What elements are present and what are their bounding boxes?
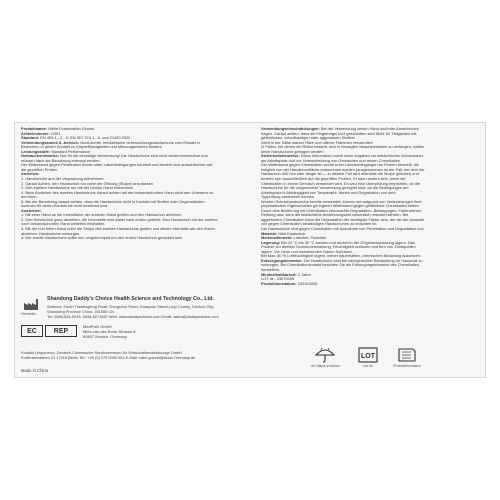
field-text: die geprüften Proben. <box>21 167 59 172</box>
field-text: Bei 10 °C bis 30 °C trocken und dunkel in der Originalverpackung lagern. Das <box>281 240 415 245</box>
keep-dry-caption: Vor Nässe schützen <box>310 364 340 368</box>
field-text: 2021/03/05 <box>297 281 318 286</box>
ec-rep-block <box>21 323 241 345</box>
field-text: 1. Mit einer Hand an die Innenfläche der anderen Hand greifen und den Handschuh anheben. <box>21 213 183 218</box>
made-in-label: Made in China <box>21 368 49 373</box>
ec-rep-line1: MedPath GmbH <box>83 324 112 329</box>
right-column <box>261 127 483 286</box>
field-label: Artikelnummer: <box>21 131 50 136</box>
field-label: Merkmalhinweis: <box>261 236 293 241</box>
field-text: Nicht in der Nähe starker Hitze und offener Flammen verwenden! <box>261 140 374 145</box>
field-text: entsorgen. Bei Chemikalienkontakt beachten Sie die Entsorgungshinweise des Chemikalien- <box>261 263 421 268</box>
field-text: noch behandschuhten Hand weiterhin festhalten. <box>21 222 106 227</box>
field-label: Produktname: <box>21 127 48 131</box>
field-text: Die Handschuhe sind gegen Chemikalien mit Ausnahme von Penetration und Degradation von <box>261 227 424 232</box>
field-text: Arbeitsplatz in Abhängigkeit von Temperatur, Abrieb und Degradation von dem <box>261 190 396 195</box>
field-text: am Arbeitsplatz und zur Unterscheidung von Gemischen und reinen Chemikalien. <box>261 158 402 163</box>
field-text: Nicht-sterile, medizinische Untersuchungshandschuhe zum Einsatz in <box>80 140 201 145</box>
importer-contact <box>21 351 195 360</box>
field-label: Produktionsdatum: <box>261 281 297 286</box>
book-icon <box>396 347 418 363</box>
field-text: EN 455-1, -2, -3, EN ISO 374-1, -5, und 21420:2020 <box>40 136 131 141</box>
field-text: physikalischen Eigenschaften geringeren Widerstand gegen gefährliche Chemikalien bieten. <box>261 204 420 209</box>
field-text: Der Widerstand gegen Chemikalien wurde unter Laborbedingungen an Proben beurteilt, die <box>261 163 419 168</box>
field-text: Chemikalien in einem Gemisch verwendet wird. Es wird eine Überprüfung empfohlen, ob die <box>261 181 420 186</box>
field-text: gefährlichen, scharfkantigen oder aggressiven Stoffen! <box>261 136 356 141</box>
ec-rep-line3: 80807 Munich, Germany <box>83 334 127 339</box>
lot-symbol <box>353 347 383 368</box>
field-text: 3. Mit der nun freien Hand unter die Stulpe des zweiten Handschuhs greifen und diesen ebenfalls wie den ersten <box>21 227 215 232</box>
field-text: 5. Bei der Benutzung darauf achten, dass die Handschuhe nicht in Kontakt mit Stoffen oder Gegenständen <box>21 199 205 204</box>
product-label <box>14 122 486 378</box>
field-label: Anziehen: <box>21 172 40 177</box>
field-text: berühren. <box>21 195 38 200</box>
lot-icon <box>358 347 378 363</box>
manufacturer-address-line1: Address: South Tiandingfeng Road, Dongshou Road, Huaiyuan Street,Linyi County, Dezhou City, <box>47 304 215 309</box>
field-text: Bereichen, in denen Kontakt zu Körperflüssigkeiten und Mikroorganismen besteht <box>21 145 162 150</box>
text-line <box>261 282 483 287</box>
field-text: abziehen. Handschuhe entsorgen. <box>21 231 81 236</box>
manufacturer-caption: Hersteller <box>21 312 37 316</box>
field-label: Lagerung: <box>261 240 281 245</box>
field-text: 1. Handschuhe aus der Verpackung entnehmen. <box>21 177 105 182</box>
field-text: Bei Max. 80 % Luftfeuchtigkeit lagern, keiner dauerhaften, chemischen Belastung aussetzen. <box>261 254 422 259</box>
field-label: Mindesthaltbarkeit: <box>261 272 297 277</box>
field-text: Standard Performance <box>51 149 91 154</box>
field-text: keine Handschuhe getragen werden. <box>261 149 325 154</box>
field-text: müssen nach der Benutzung entsorgt werden. <box>21 158 101 163</box>
field-text: 4. Beim Anziehen des zweiten Handschuhs darauf achten mit der behandschuhten Hand nicht den Unterarm zu <box>21 190 214 195</box>
importer-line1: Kontakt (Importeur): Deutsch-Chinesische Servicezentrum für Wirtschaftsentwicklungs GmbH <box>21 350 183 355</box>
factory-icon <box>23 297 39 311</box>
left-column <box>21 127 253 241</box>
ec-box: EC <box>21 325 43 337</box>
field-text: 3. Den zweiten Handschuhe nur mit der bloßen Hand entnehmen. <box>21 186 135 191</box>
field-text: 2. Den Handschuh ganz abziehen, die Innenseite wird dabei nach außen gekehrt. Den Handschuh mit der zweiten <box>21 217 218 222</box>
field-text: Reibung usw. kann die tatsächliche Anwendungszeit wesentlich reduziert werden. Bei <box>261 213 409 218</box>
manual-caption: Produktinformation <box>393 364 421 368</box>
field-text: Die Handschuhe sind bei sachgerechter Behandlung do Hausmüll zu <box>303 258 423 263</box>
field-text: von gegen Chemikalien beständigen Handschuhen zu beachten ist. <box>261 222 378 227</box>
keep-dry-symbol <box>305 347 345 368</box>
field-text: Typprüfung abweichen können. <box>261 195 316 200</box>
field-label: Sicherheitshinweise: <box>261 154 300 159</box>
field-text: Latexfrei, Puderfrei <box>293 236 327 241</box>
field-text: Der Widerstand gegen Penetration wurde unter Laborbedingungen beurteilt und bezieht sich ausschließlich auf <box>21 163 213 168</box>
svg-text:LOT: LOT <box>361 353 375 360</box>
manual-symbol <box>387 347 427 368</box>
rep-box: REP <box>45 325 77 337</box>
importer-line2: Kurfürstendamm 21 17019 Berlin Tel.: +49 (0) 179 5083 553 E-Mail: sabri.guezel@dcsw-Germany.de <box>21 354 196 360</box>
field-text: 4. Der zweite Handschuhe sollte nun umgekrempelt um den ersten Handschuh gewickelt sein. <box>21 236 184 241</box>
field-text: lagern. Vor Ozon und ionisierenden Gasen Schützen. <box>261 249 353 254</box>
field-text: lediglich von der Handinnenfläche entnommen wurden (ausgenommen ist der Fall, bei dem der <box>261 167 425 172</box>
manufacturer-address-line2: Shandong Province China. 251500 CN <box>47 309 115 314</box>
field-label: Material: <box>261 231 277 236</box>
manufacturer-contact: Tel: 0086-534-5015, 0534-8271567 Web: www.daddyschoice.com Email: sales@daddyschoice.com <box>47 314 219 319</box>
lot-caption: Los-Nr. <box>362 364 374 368</box>
field-text: bezieht sich ausschließlich auf die geprüften Proben. Er kann anders sein, wenn die <box>261 177 406 182</box>
field-text: kommen für deren Kontakt sie nicht bestimmt sind. <box>21 204 109 209</box>
field-text: In Fällen, bei denen ein Risiko besteht, sich in bewegten Maschinenteilen zu verfangen, sollten <box>261 145 425 150</box>
manufacturer-name: Shandong Daddy's Choice Health Science and Technology Co., Ltd. <box>47 296 214 302</box>
field-text: 2 Jahre <box>297 272 311 277</box>
field-text: aggressiven Chemikalien kann die Degradation der wichtigste Faktor sein, der bei der Auswahl <box>261 217 425 222</box>
field-text: Bei der Verwendung keinen Hand und/oder Armschmuck <box>320 127 419 131</box>
field-text: Wurden Schutzhandschuhe bereits verwendet, können sie aufgrund von Veränderungen ihrer <box>261 199 422 204</box>
field-label: Standard: <box>21 136 40 141</box>
manufacturer-block <box>21 295 241 319</box>
field-text: 2. Darauf Achten, den Handschuh nur nahe der Öffnung (Stulpe) anzufassen. <box>21 181 155 186</box>
field-text: G001 <box>50 131 61 136</box>
field-text: Produkt vor direkter Sonneneinstrahlung, Feuchtigkeit schützen und fern von Zündquellen <box>261 245 416 250</box>
field-text: Durch eine Berührung mit Chemikalien verursachte Degradation, Bewegungen, Fadenziehen, <box>261 208 423 213</box>
field-label: Ausziehen: <box>21 208 42 213</box>
field-label: Gebrauchshinweise: <box>21 154 60 159</box>
ec-rep-line2: Mies-van-der-Rohe-Strasse 8 <box>83 329 136 334</box>
field-label: Verwendungseinschränkungen: <box>261 127 320 131</box>
field-text: tragen. Darauf achten, dass die Fingernägel kurz geschnitten sind Nicht für Tätigkeiten mit <box>261 131 417 136</box>
field-label: Leistungsstufe: <box>21 149 50 154</box>
field-label: Verwendungszweck & -bereich: <box>21 140 80 145</box>
text-line <box>21 236 253 241</box>
field-text: Handschuhe für die vorgesehene Verwendung geeignet sind, da die Bedingungen am <box>261 186 409 191</box>
field-text: Nitrile Examination Gloves <box>48 127 94 131</box>
field-text: Handschuh 400 mm oder länger ist — in diesem Fall wird ebenfalls die Stulpe getestet) und <box>261 172 419 177</box>
field-text: Diese Information macht keine Angaben zur tatsächlichen Schutzdauer <box>300 154 423 159</box>
umbrella-icon <box>314 347 336 363</box>
field-text: Nitril-Kautschuk <box>278 231 306 236</box>
field-text: LOT Nr.: 23070305 <box>261 277 295 282</box>
field-label: Entsorgungshinweise: <box>261 258 303 263</box>
field-text: herstellers. <box>261 267 281 272</box>
field-text: Nur für die einmalige Verwendung! Die Handschuhe sind nicht wiederverwendbar und <box>60 154 208 159</box>
